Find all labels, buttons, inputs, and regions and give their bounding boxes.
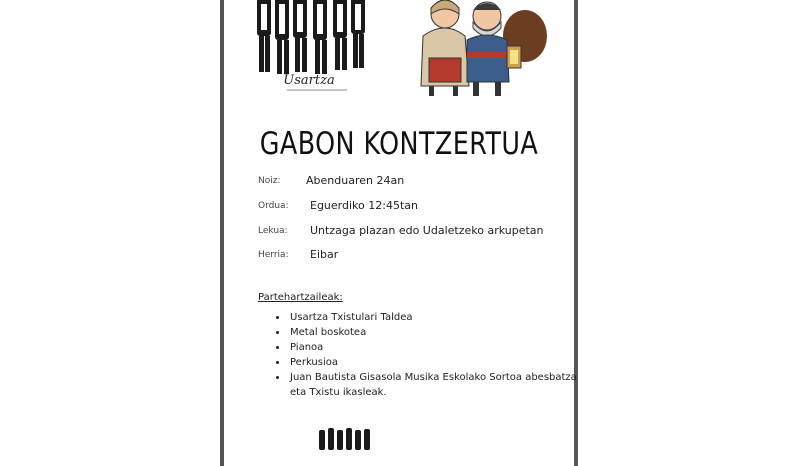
list-item: • Perkusioa <box>288 355 578 370</box>
participants-list <box>270 310 578 400</box>
logo-text: Usartza <box>283 73 335 88</box>
info-label: Herria: <box>258 250 289 260</box>
info-value: Abenduaren 24an <box>306 174 405 187</box>
info-label: Noiz: <box>258 176 281 186</box>
musicians-small-icon <box>317 426 377 450</box>
list-item: • Pianoa <box>288 340 578 355</box>
list-item: • Juan Bautista Gisasola Musika Eskolako Sortoa abesbatza eta Txistu ikasleak. <box>288 370 578 400</box>
info-value: Eibar <box>310 248 339 261</box>
info-label: Ordua: <box>258 201 289 211</box>
cartoon-characters-illustration <box>407 0 552 100</box>
info-value: Untzaga plazan edo Udaletzeko arkupetan <box>310 224 544 237</box>
page-title: GABON KONTZERTUA <box>259 126 539 162</box>
list-item: • Metal boskotea <box>288 325 578 340</box>
info-value: Eguerdiko 12:45tan <box>310 199 418 212</box>
participants-heading: Partehartzaileak: <box>258 292 343 303</box>
usartza-logo <box>247 0 372 94</box>
flyer-page <box>220 0 578 466</box>
list-item: • Usartza Txistulari Taldea <box>288 310 578 325</box>
info-label: Lekua: <box>258 226 288 236</box>
